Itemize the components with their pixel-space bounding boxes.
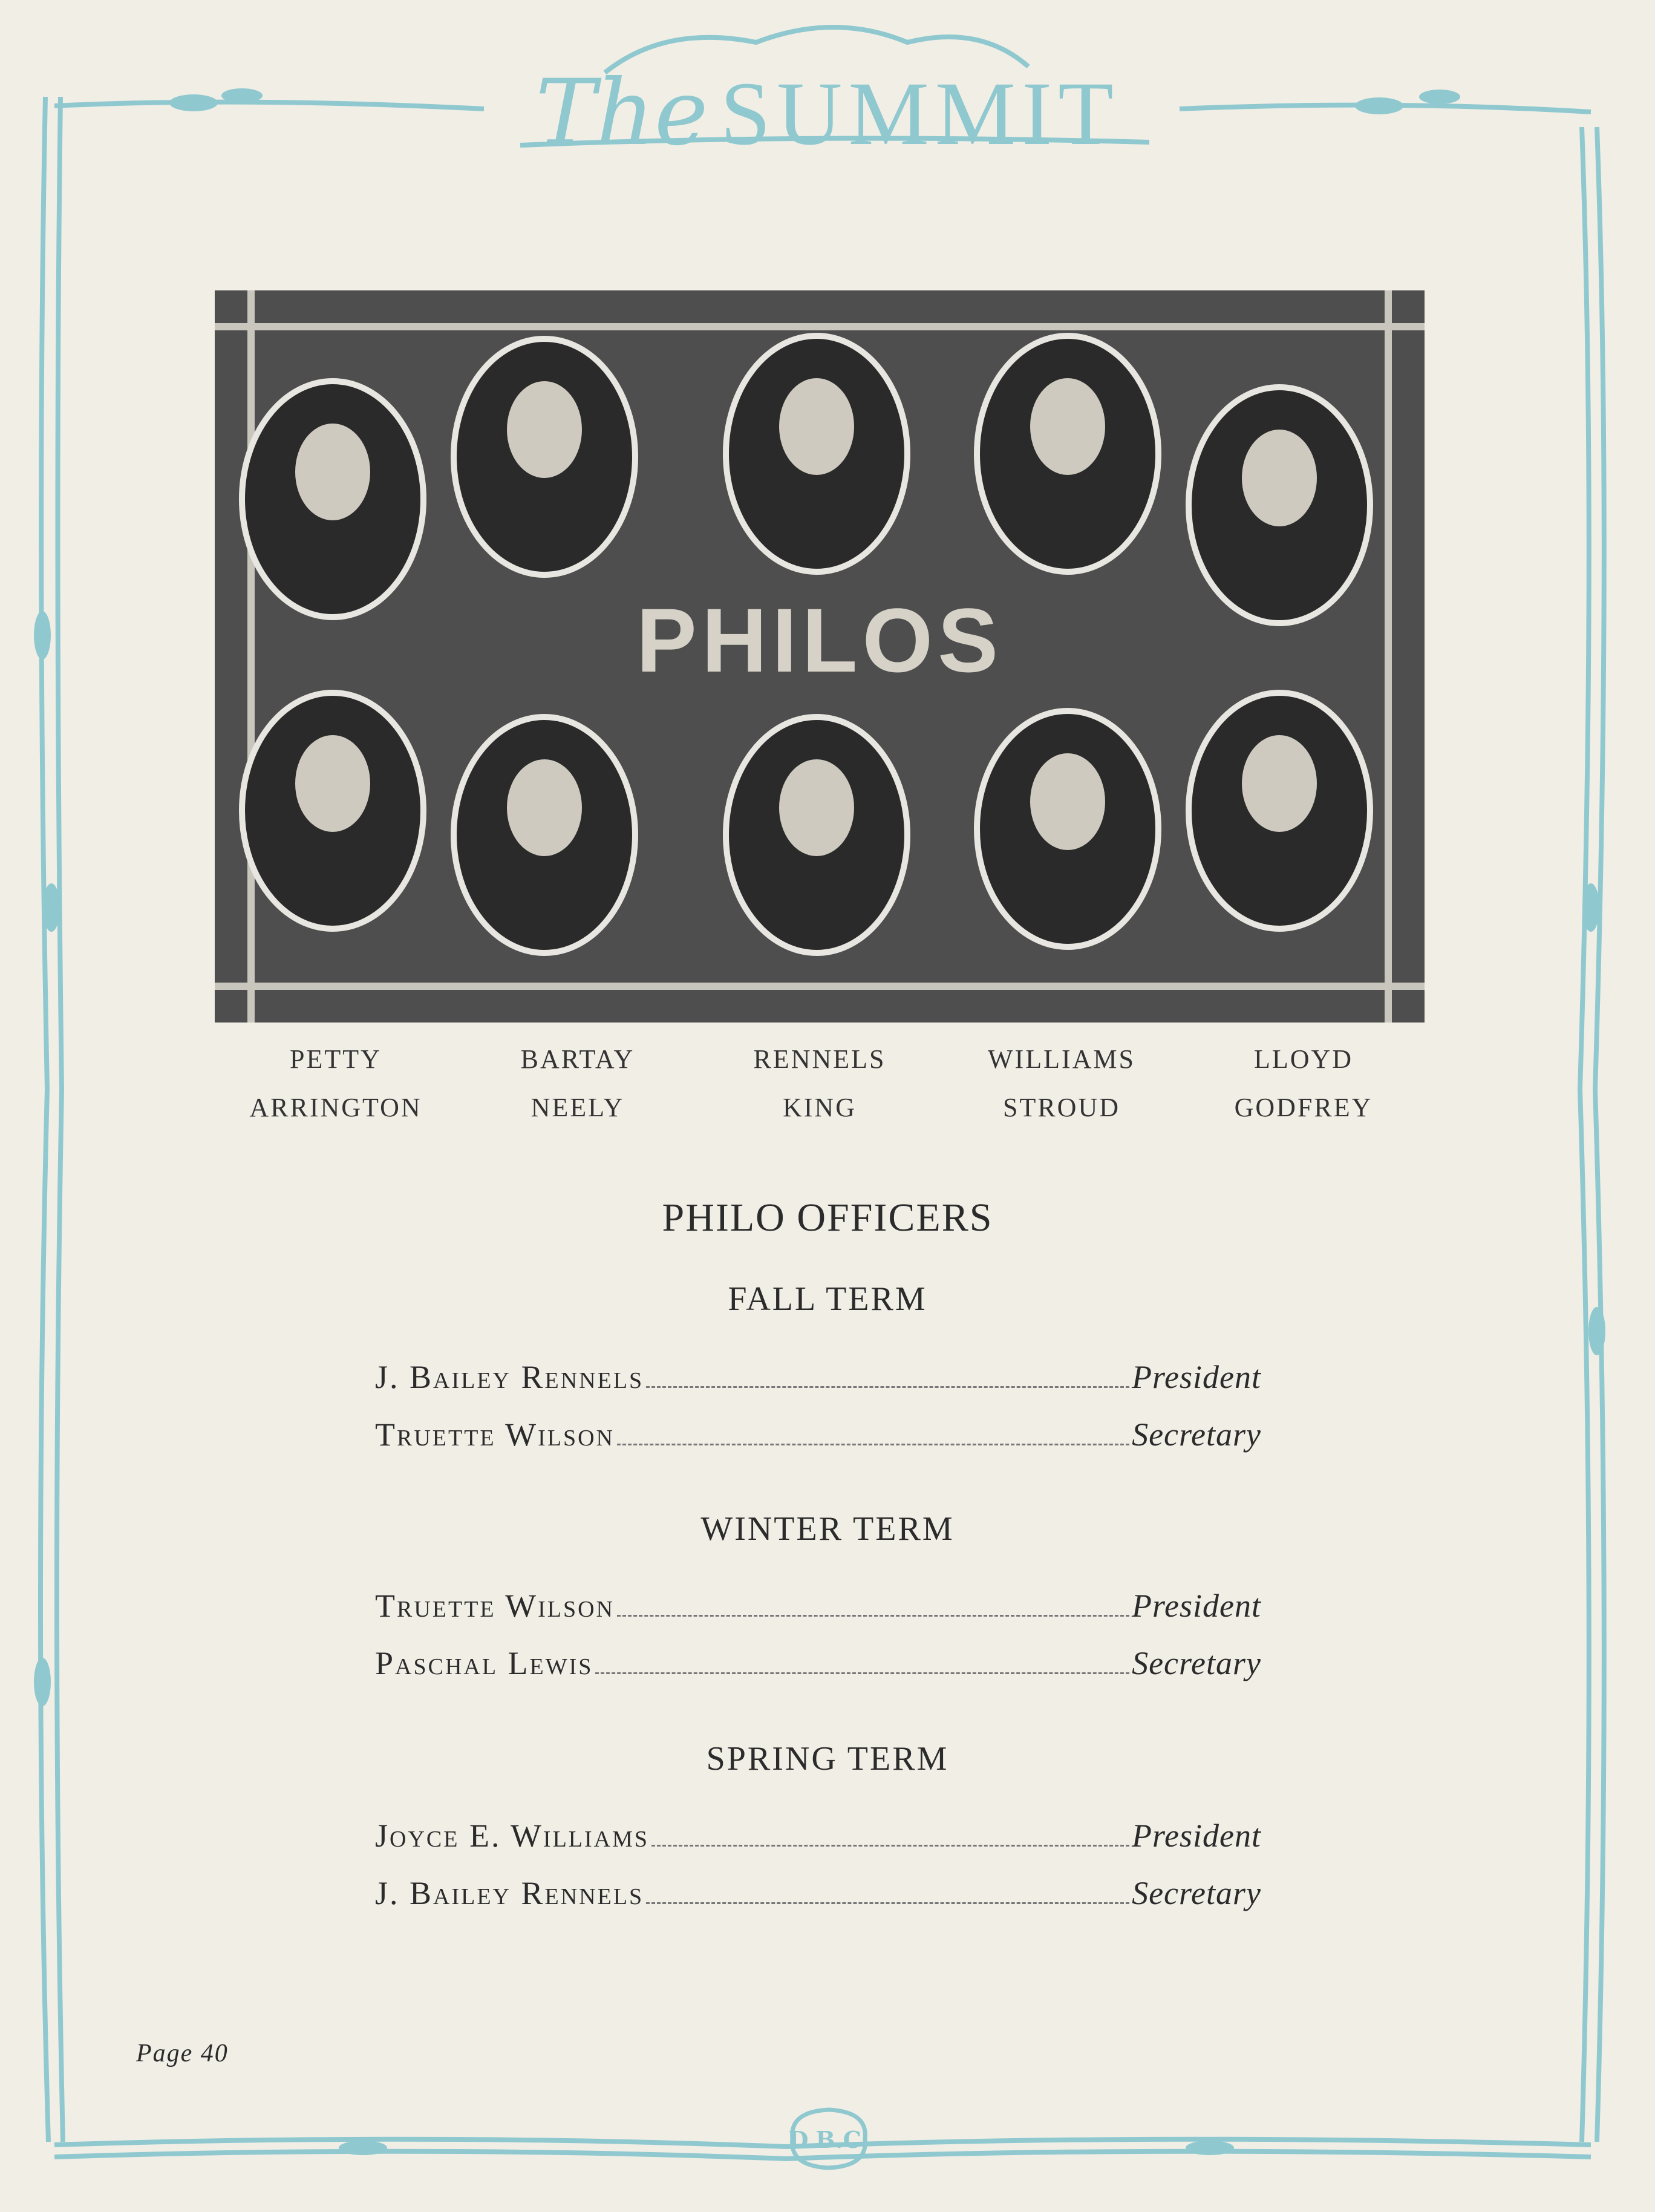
dot-leader (617, 1444, 1129, 1445)
dot-leader (617, 1615, 1129, 1617)
officer-name: Joyce E. Williams (375, 1818, 650, 1854)
masthead-title (0, 61, 1655, 166)
name-label: GODFREY (1234, 1093, 1373, 1122)
name-label: RENNELS (753, 1044, 886, 1074)
term-heading: FALL TERM (728, 1280, 927, 1318)
officer-row (375, 1644, 1261, 1682)
officer-row (375, 1874, 1261, 1912)
dbc-emblem (783, 2102, 874, 2175)
officer-name: Paschal Lewis (375, 1645, 593, 1681)
name-label: BARTAY (520, 1044, 635, 1074)
term-heading: WINTER TERM (700, 1510, 955, 1548)
officer-role: Secretary (1132, 1645, 1261, 1681)
officer-role: President (1132, 1588, 1261, 1624)
club-photo-panel (215, 290, 1425, 1023)
dot-leader (595, 1672, 1129, 1674)
officer-row (375, 1358, 1261, 1396)
officer-row (375, 1416, 1261, 1453)
officer-name: J. Bailey Rennels (375, 1875, 644, 1911)
name-label: KING (783, 1093, 857, 1122)
dot-leader (646, 1386, 1129, 1388)
officer-role: Secretary (1132, 1416, 1261, 1453)
name-label: STROUD (1002, 1093, 1121, 1122)
name-label: PETTY (290, 1044, 382, 1074)
officer-role: President (1132, 1359, 1261, 1395)
officer-role: President (1132, 1818, 1261, 1854)
portrait-collage (215, 290, 1425, 1023)
name-label: NEELY (530, 1093, 625, 1122)
names-top-row (215, 1044, 1425, 1075)
term-heading: SPRING TERM (706, 1740, 949, 1778)
officers-title: PHILO OFFICERS (662, 1196, 993, 1240)
page-number: Page 40 (136, 2040, 229, 2067)
officer-row (375, 1817, 1261, 1854)
philos-banner: PHILOS (636, 589, 1004, 691)
masthead-summit: SUMMIT (720, 64, 1120, 164)
name-label: ARRINGTON (249, 1093, 422, 1122)
name-label: LLOYD (1253, 1044, 1354, 1074)
officer-name: Truette Wilson (375, 1416, 615, 1453)
masthead-the: The (535, 61, 708, 166)
officer-name: Truette Wilson (375, 1588, 615, 1624)
name-label: WILLIAMS (988, 1044, 1135, 1074)
dot-leader (651, 1845, 1129, 1847)
dbc-emblem-text: D.B.C. (788, 2126, 869, 2153)
officer-row (375, 1587, 1261, 1625)
names-bottom-row (215, 1092, 1425, 1123)
officer-name: J. Bailey Rennels (375, 1359, 644, 1395)
officer-role: Secretary (1132, 1875, 1261, 1911)
dot-leader (646, 1902, 1129, 1904)
